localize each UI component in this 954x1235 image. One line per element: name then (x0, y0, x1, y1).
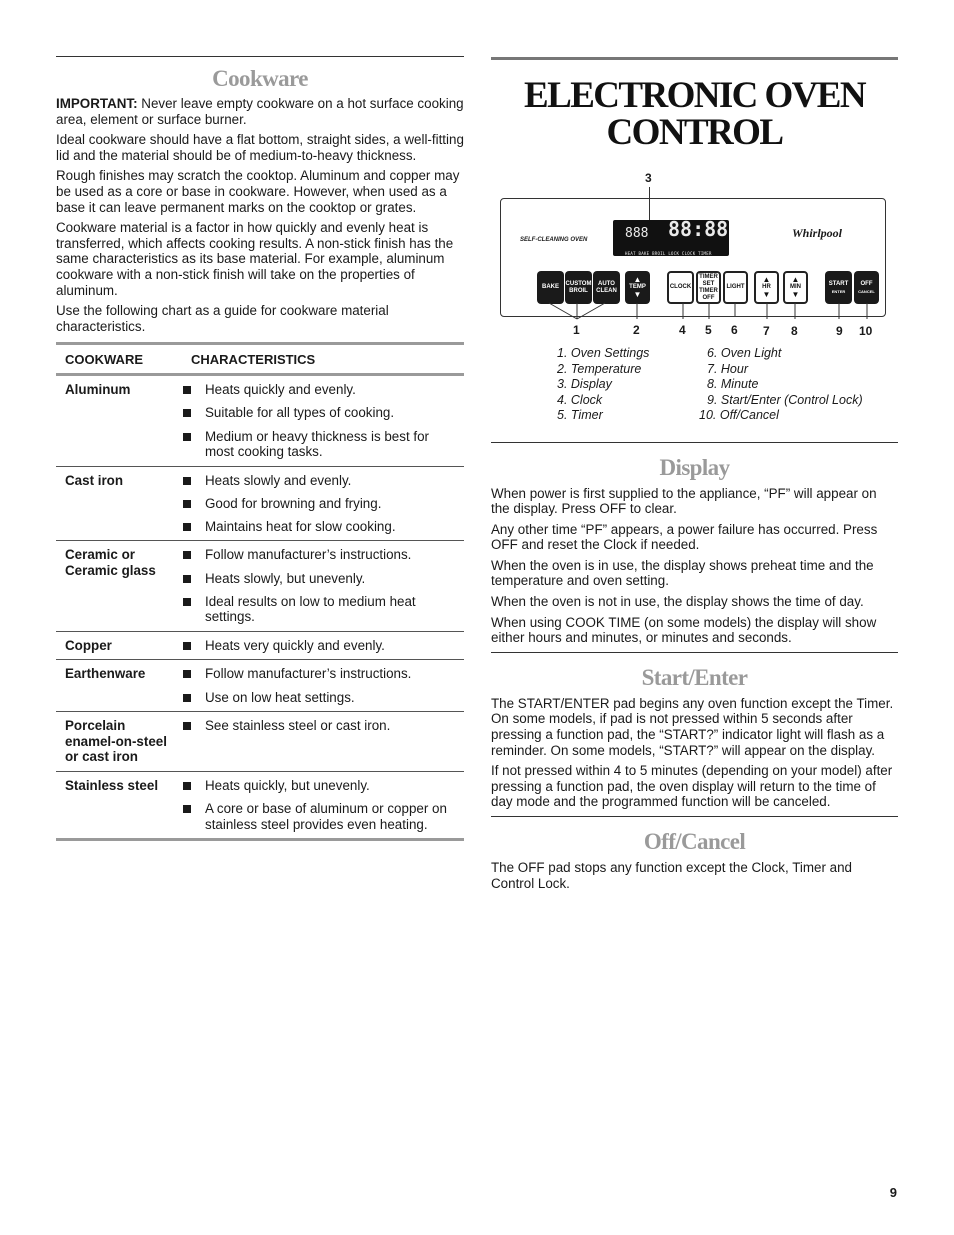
bullet-square-icon (182, 473, 205, 489)
section-rule (491, 57, 898, 60)
timer-set-label: TIMER SET (699, 273, 718, 287)
callout-9: 9 (836, 324, 843, 338)
bullet-square-icon (182, 405, 205, 421)
characteristic-text: Ideal results on low to medium heat settings. (205, 593, 416, 625)
characteristic-text: Medium or heavy thickness is best for most cooking tasks. (205, 428, 430, 460)
start-pad-label: START (828, 280, 849, 287)
up-arrow-icon: ▲ (762, 275, 771, 284)
legend-item: 4. Clock (557, 392, 603, 407)
display-paragraph: When using COOK TIME (on some models) the display will show either hours and minutes, or minutes and seconds. (491, 614, 877, 646)
bullet-square-icon (182, 496, 205, 512)
bullet-square-icon (182, 718, 205, 734)
list-item (182, 778, 455, 794)
legend-item: 8. Minute (707, 377, 759, 391)
oven-control-section (491, 57, 898, 896)
section-rule (491, 442, 898, 443)
start-enter-heading: Start/Enter (641, 664, 748, 690)
list-item (182, 638, 455, 654)
display-section (491, 442, 898, 646)
characteristic-text: Good for browning and frying. (205, 495, 382, 511)
start-enter-section (491, 652, 898, 810)
characteristics-list (182, 473, 455, 535)
list-item (182, 382, 455, 398)
bullet-square-icon (182, 519, 205, 535)
callout-2: 2 (633, 323, 640, 337)
bullet-square-icon (182, 666, 205, 682)
temp-pad-label: TEMP (629, 284, 646, 290)
light-pad-label: LIGHT (726, 284, 745, 290)
table-row (56, 467, 464, 542)
characteristics-list (182, 718, 455, 765)
characteristic-text: Heats slowly, but unevenly. (205, 570, 366, 586)
characteristic-text: See stainless steel or cast iron. (205, 718, 391, 734)
legend-item: 7. Hour (707, 361, 748, 376)
cookware-heading: Cookware (212, 66, 308, 91)
cancel-pad-label: CANCEL (858, 288, 875, 294)
bullet-square-icon (182, 638, 205, 654)
table-row (56, 541, 464, 631)
bullet-square-icon (182, 778, 205, 794)
list-item (182, 547, 455, 563)
cookware-name: Cast iron (65, 472, 124, 488)
characteristic-text: Follow manufacturer’s instructions. (205, 547, 412, 563)
legend-item: 10. Off/Cancel (699, 408, 779, 422)
off-pad-label: OFF (860, 280, 873, 287)
list-item (182, 519, 455, 535)
characteristics-list (182, 666, 455, 705)
callout-4: 4 (679, 323, 686, 337)
page-number: 9 (889, 1185, 897, 1200)
section-rule (491, 816, 898, 817)
characteristic-text: Heats quickly and evenly. (205, 382, 356, 398)
list-item (182, 429, 455, 460)
cookware-paragraph: Rough finishes may scratch the cooktop. Aluminum and copper may be used as a core or base in cookware. However, when used as a base it can leave permanent marks on the cooktop or grates. (56, 168, 460, 215)
list-item (182, 666, 455, 682)
legend-left (557, 346, 707, 424)
cookware-name: Porcelain enamel-on-steel or cast iron (65, 718, 167, 765)
down-arrow-icon: ▼ (762, 290, 771, 299)
bullet-square-icon (182, 594, 205, 625)
cookware-name: Stainless steel (65, 777, 159, 793)
characteristics-list (182, 382, 455, 459)
list-item (182, 718, 455, 734)
cookware-paragraph: Cookware material is a factor in how quickly and evenly heat is transferred, which affects cooking results. A non-stick finish has the same characteristics as its base material. For example, aluminum cookware with a non-stick finish will take on the properties of aluminum. (56, 220, 454, 298)
whirlpool-logo: Whirlpool (791, 226, 842, 240)
legend-right (699, 346, 887, 424)
list-item (182, 496, 455, 512)
cookware-name: Copper (65, 637, 112, 653)
bullet-square-icon (182, 690, 205, 706)
callout-3: 3 (645, 171, 652, 185)
callout-8: 8 (791, 324, 798, 338)
callout-1: 1 (573, 323, 580, 337)
table-header (56, 342, 464, 376)
characteristic-text: Use on low heat settings. (205, 689, 355, 705)
display-paragraph: When the oven is not in use, the display shows the time of day. (491, 594, 864, 610)
custom-broil-pad-label: CUSTOM BROIL (565, 280, 592, 294)
up-arrow-icon: ▲ (791, 275, 800, 284)
page-title (491, 77, 898, 151)
off-cancel-section (491, 816, 898, 891)
legend-item: 5. Timer (557, 408, 603, 422)
display-large-digits: 88:88 (668, 217, 729, 241)
characteristic-text: Maintains heat for slow cooking. (205, 518, 396, 534)
characteristic-text: Suitable for all types of cooking. (205, 405, 395, 421)
list-item (182, 473, 455, 489)
callout-5: 5 (705, 323, 712, 337)
clock-pad-label: CLOCK (669, 284, 692, 290)
characteristic-text: Heats very quickly and evenly. (205, 637, 385, 653)
down-arrow-icon: ▼ (633, 290, 642, 299)
title-line-1: ELECTRONIC OVEN (524, 75, 865, 116)
min-pad-label: MIN (790, 284, 801, 290)
characteristic-text: Heats quickly, but unevenly. (205, 777, 370, 793)
cookware-name: Ceramic or Ceramic glass (65, 547, 156, 579)
important-paragraph (56, 96, 464, 127)
characteristics-list (182, 547, 455, 624)
important-label: IMPORTANT: (56, 96, 138, 111)
list-item (182, 405, 455, 421)
table-row (56, 772, 464, 841)
table-row (56, 632, 464, 661)
cookware-name: Aluminum (65, 382, 131, 398)
callout-7: 7 (763, 324, 770, 338)
list-item (182, 690, 455, 706)
off-cancel-paragraph: The OFF pad stops any function except the Clock, Timer and Control Lock. (491, 860, 852, 891)
bake-pad-label: BAKE (541, 284, 559, 290)
enter-pad-label: ENTER (831, 288, 846, 294)
cookware-table (56, 342, 464, 841)
display-paragraph: When the oven is in use, the display shows preheat time and the temperature and oven setting. (491, 557, 874, 589)
self-cleaning-label: SELF-CLEANING OVEN (520, 237, 588, 243)
col-header-cookware: COOKWARE (65, 352, 143, 368)
cookware-paragraph: Use the following chart as a guide for cookware material characteristics. (56, 303, 389, 334)
cookware-section (56, 56, 464, 841)
start-enter-paragraph: If not pressed within 4 to 5 minutes (depending on your model) after pressing a function pad, the oven display will return to the time of day mode and the programmed function will be canceled. (491, 763, 893, 810)
table-row (56, 660, 464, 712)
section-rule (56, 56, 464, 57)
callout-6: 6 (731, 323, 738, 337)
auto-clean-pad-label: AUTO CLEAN (596, 280, 617, 294)
bullet-square-icon (182, 382, 205, 398)
up-arrow-icon: ▲ (633, 275, 642, 284)
table-row (56, 376, 464, 466)
legend-item: 2. Temperature (557, 361, 642, 376)
bullet-square-icon (182, 571, 205, 587)
start-enter-paragraph: The START/ENTER pad begins any oven function except the Timer. On some models, if pad is not pressed within 5 seconds after pressing a function pad, the “START?” indicator light will flash as a reminder. On some models, “START?” will appear on the display. (491, 695, 894, 758)
off-cancel-heading: Off/Cancel (643, 829, 746, 854)
characteristic-text: A core or base of aluminum or copper on stainless steel provides even heating. (205, 801, 447, 832)
control-panel-diagram (491, 171, 898, 341)
characteristics-list (182, 778, 455, 832)
bullet-square-icon (182, 801, 205, 832)
legend-item: 9. Start/Enter (Control Lock) (707, 392, 863, 407)
bullet-square-icon (182, 429, 205, 460)
callout-leaders (491, 171, 898, 341)
panel-legend (557, 346, 898, 424)
hr-pad-label: HR (762, 284, 771, 290)
list-item (182, 801, 455, 832)
legend-item: 1. Oven Settings (557, 346, 650, 360)
display-paragraph: Any other time “PF” appears, a power failure has occurred. Press OFF and reset the Clock if needed. (491, 521, 878, 553)
list-item (182, 594, 455, 625)
callout-10: 10 (859, 324, 873, 338)
col-header-characteristics: CHARACTERISTICS (191, 352, 316, 368)
display-paragraph: When power is first supplied to the appliance, “PF” will appear on the display. Press OFF to clear. (491, 485, 877, 517)
cookware-name: Earthenware (65, 666, 146, 682)
down-arrow-icon: ▼ (791, 290, 800, 299)
title-line-2: CONTROL (606, 112, 783, 153)
characteristic-text: Follow manufacturer’s instructions. (205, 666, 412, 682)
characteristic-text: Heats slowly and evenly. (205, 472, 352, 488)
bullet-square-icon (182, 547, 205, 563)
cookware-paragraph: Ideal cookware should have a flat bottom, straight sides, a well-fitting lid and the material should be of medium-to-heavy thickness. (56, 132, 464, 163)
timer-off-label: TIMER OFF (699, 287, 718, 301)
display-heading: Display (659, 454, 730, 480)
important-text: Never leave empty cookware on a hot surface cooking area, element or surface burner. (56, 96, 464, 127)
list-item (182, 571, 455, 587)
characteristics-list (182, 638, 455, 654)
section-rule (491, 652, 898, 653)
legend-item: 3. Display (557, 377, 612, 391)
legend-item: 6. Oven Light (707, 346, 782, 360)
display-small-digits: 888 (625, 226, 649, 241)
display-indicator-labels: HEAT BAKE BROIL LOCK CLOCK TIMER (625, 251, 712, 256)
table-row (56, 712, 464, 772)
